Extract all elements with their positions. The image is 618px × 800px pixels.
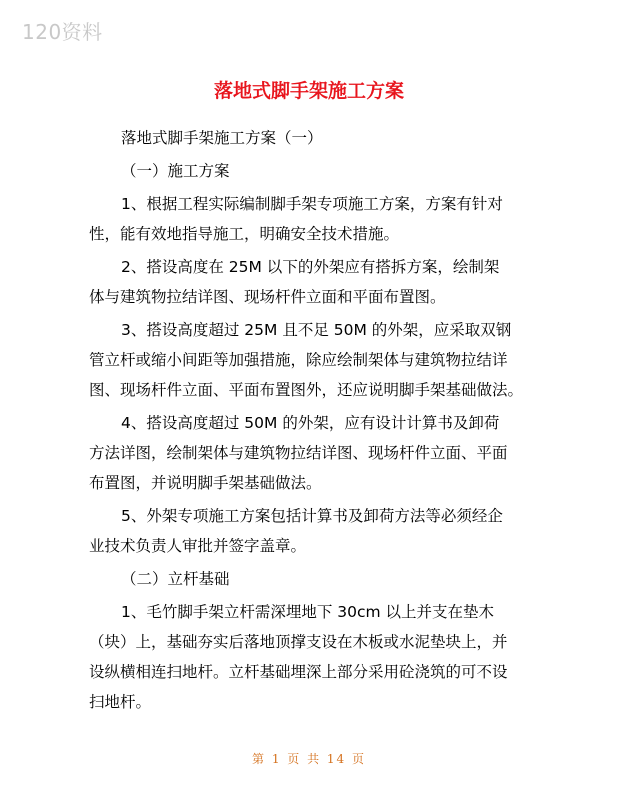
document-body (89, 123, 543, 717)
text-line: 落地式脚手架施工方案（一） (121, 129, 323, 147)
text-line: 性，能有效地指导施工，明确安全技术措施。 (89, 225, 400, 243)
paragraph (89, 123, 543, 153)
paragraph (89, 315, 543, 405)
text-line: 体与建筑物拉结详图、现场杆件立面和平面布置图。 (89, 288, 446, 306)
text-line: 方法详图，绘制架体与建筑物拉结详图、现场杆件立面、平面 (89, 444, 508, 462)
text-line: 4、搭设高度超过 50M 的外架，应有设计计算书及卸荷 (121, 414, 500, 432)
text-line: 3、搭设高度超过 25M 且不足 50M 的外架，应采取双钢 (121, 321, 512, 339)
page-number-footer: 第 1 页 共 14 页 (252, 752, 366, 766)
text-line: 扫地杆。 (89, 693, 152, 711)
section-heading: （二）立杆基础 (121, 570, 230, 588)
watermark: 120资料 (22, 20, 103, 44)
text-line: 业技术负责人审批并签字盖章。 (89, 537, 307, 555)
document-title: 落地式脚手架施工方案 (213, 80, 404, 102)
text-line: 1、根据工程实际编制脚手架专项施工方案，方案有针对 (121, 195, 503, 213)
paragraph (89, 501, 543, 561)
paragraph (89, 597, 543, 717)
text-line: （块）上，基础夯实后落地顶撑支设在木板或水泥垫块上，并 (89, 633, 508, 651)
text-line: 布置图，并说明脚手架基础做法。 (89, 474, 322, 492)
text-line: 图、现场杆件立面、平面布置图外，还应说明脚手架基础做法。 (89, 381, 524, 399)
text-line: 设纵横相连扫地杆。立杆基础埋深上部分采用砼浇筑的可不设 (89, 663, 508, 681)
paragraph (89, 189, 543, 249)
text-line: 2、搭设高度在 25M 以下的外架应有搭拆方案，绘制架 (121, 258, 500, 276)
paragraph (89, 408, 543, 498)
text-line: 5、外架专项施工方案包括计算书及卸荷方法等必须经企 (121, 507, 503, 525)
section-heading: （一）施工方案 (121, 162, 230, 180)
text-line: 管立杆或缩小间距等加强措施，除应绘制架体与建筑物拉结详 (89, 351, 508, 369)
paragraph (89, 252, 543, 312)
text-line: 1、毛竹脚手架立杆需深埋地下 30cm 以上并支在垫木 (121, 603, 495, 621)
paragraph (89, 564, 543, 594)
paragraph (89, 156, 543, 186)
